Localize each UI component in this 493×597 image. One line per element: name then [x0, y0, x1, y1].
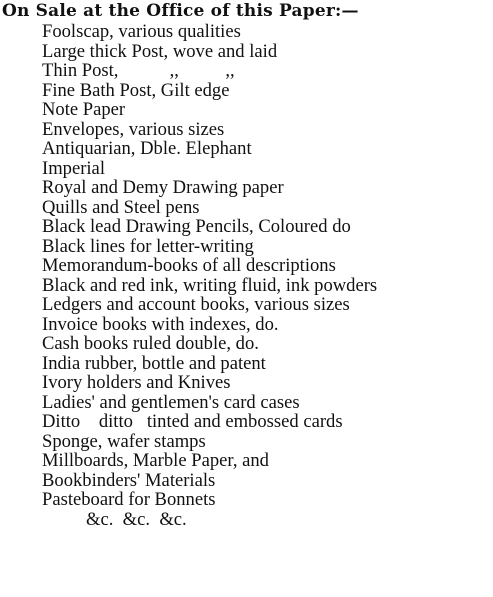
- list-item: Black and red ink, writing fluid, ink powders: [42, 274, 378, 296]
- list-item: Quills and Steel pens: [42, 196, 200, 218]
- list-item: Imperial: [42, 157, 105, 179]
- list-item: Envelopes, various sizes: [42, 118, 225, 140]
- list-item: Ivory holders and Knives: [42, 372, 231, 393]
- list-item-etcetera: &c. &c. &c.: [86, 508, 187, 530]
- list-item: Sponge, wafer stamps: [42, 430, 206, 452]
- list-item: Thin Post, ,, ,,: [42, 60, 235, 81]
- list-item: Royal and Demy Drawing paper: [42, 177, 284, 198]
- list-item: Black lines for letter-writing: [42, 235, 254, 257]
- list-item: Ledgers and account books, various sizes: [42, 294, 350, 315]
- list-item: India rubber, bottle and patent: [42, 352, 266, 374]
- list-item: Ditto ditto tinted and embossed cards: [42, 411, 343, 432]
- list-item: Foolscap, various qualities: [42, 21, 241, 42]
- list-item: Memorandum-books of all descriptions: [42, 255, 336, 276]
- list-item: Cash books ruled double, do.: [42, 333, 259, 354]
- list-item: Millboards, Marble Paper, and: [42, 450, 269, 471]
- list-item: Note Paper: [42, 99, 126, 120]
- list-item: Pasteboard for Bonnets: [42, 489, 216, 510]
- list-item: Large thick Post, wove and laid: [42, 40, 278, 62]
- advertisement-heading: On Sale at the Office of this Paper:—: [2, 1, 359, 21]
- list-item: Invoice books with indexes, do.: [42, 313, 279, 335]
- list-item: Fine Bath Post, Gilt edge: [42, 79, 230, 101]
- list-item: Black lead Drawing Pencils, Coloured do: [42, 216, 351, 237]
- list-item: Ladies' and gentlemen's card cases: [42, 391, 300, 413]
- stationery-item-list: [42, 22, 492, 529]
- list-item: Bookbinders' Materials: [42, 469, 216, 491]
- list-item: Antiquarian, Dble. Elephant: [42, 138, 252, 159]
